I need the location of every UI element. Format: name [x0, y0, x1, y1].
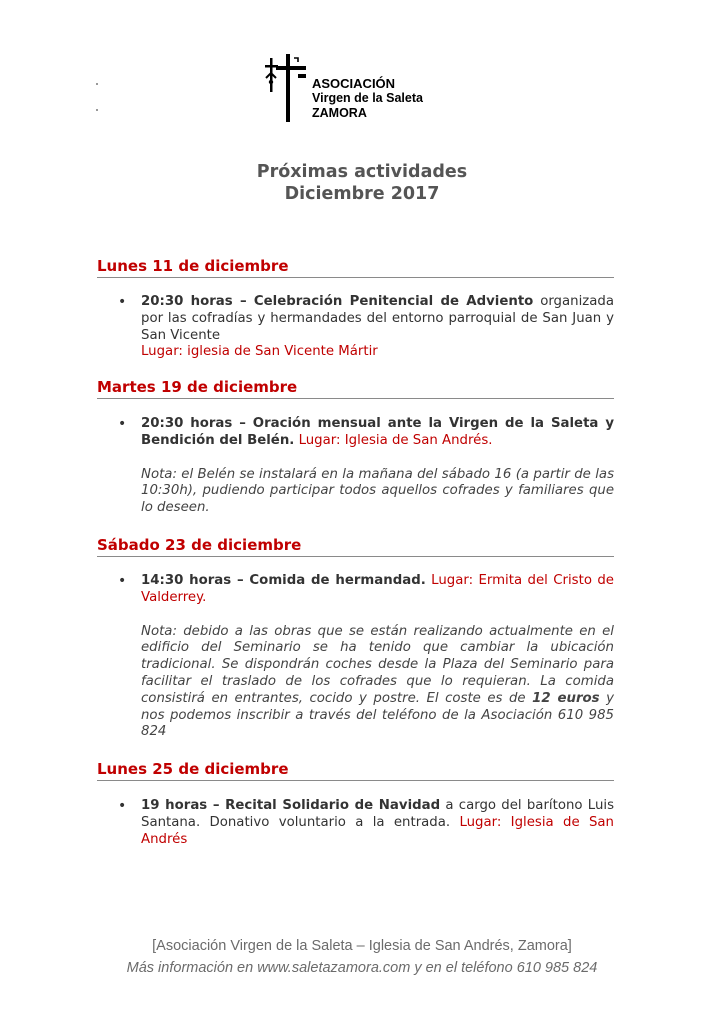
- event-heading: Lunes 25 de diciembre: [97, 760, 614, 781]
- event-location: Lugar: Iglesia de San Andrés: [141, 814, 614, 847]
- event-section: [97, 257, 614, 361]
- event-item: [141, 294, 614, 361]
- event-note: [141, 624, 614, 742]
- footer-contact: Más información en www.saletazamora.com y en el teléfono 610 985 824: [126, 960, 598, 976]
- event-section: [97, 760, 614, 848]
- event-heading: Sábado 23 de diciembre: [97, 536, 614, 557]
- event-title: 20:30 horas – Oración mensual ante la Virgen de la Saleta y Bendición del Belén.: [141, 416, 614, 448]
- event-heading: Martes 19 de diciembre: [97, 378, 614, 399]
- title-line-2: Diciembre 2017: [284, 184, 440, 204]
- event-description: organizada por las cofradías y hermandades del entorno parroquial de San Juan y San Vicente: [141, 294, 614, 343]
- title-line-1: Próximas actividades: [256, 162, 468, 182]
- page-mark: [96, 83, 98, 85]
- event-note: Nota: el Belén se instalará en la mañana del sábado 16 (a partir de las 10:30h), pudiendo participar todos aquellos cofrades y familiares que lo deseen.: [141, 466, 614, 516]
- event-section: [97, 378, 614, 517]
- logo-line-1: ASOCIACIÓN: [312, 76, 396, 91]
- footer-address: [Asociación Virgen de la Saleta – Iglesia de San Andrés, Zamora]: [152, 938, 572, 954]
- note-text: Nota: debido a las obras que se están realizando actualmente en el edificio del Seminario se ha tenido que cambiar la ubicación tradicional. Se dispondrán coches desde la Plaza del Seminario para facilitar el traslado de los cofrades que lo requieran. La comida consistirá en entrantes, cocido y postre. El coste es de: [141, 623, 614, 706]
- event-item: [141, 416, 614, 450]
- event-item: [141, 798, 614, 848]
- event-location: Lugar: Ermita del Cristo de Valderrey.: [141, 573, 614, 605]
- note-price: 12 euros: [532, 690, 600, 706]
- association-logo: [262, 52, 482, 124]
- logo-line-2: Virgen de la Saleta: [312, 91, 423, 105]
- event-title: 19 horas – Recital Solidario de Navidad: [141, 798, 441, 813]
- event-title: 14:30 horas – Comida de hermandad.: [141, 573, 426, 588]
- page-mark: [96, 109, 98, 111]
- event-heading: Lunes 11 de diciembre: [97, 257, 614, 278]
- event-location: Lugar: iglesia de San Vicente Mártir: [141, 344, 378, 360]
- page-title: [0, 161, 724, 205]
- event-title: 20:30 horas – Celebración Penitencial de Adviento: [141, 294, 534, 309]
- event-location: Lugar: Iglesia de San Andrés.: [298, 432, 493, 448]
- event-item: [141, 573, 614, 607]
- event-description: a cargo del barítono Luis Santana. Donativo voluntario a la entrada.: [141, 798, 615, 830]
- logo-line-3: ZAMORA: [312, 106, 367, 120]
- event-section: [97, 536, 614, 741]
- note-text: y nos podemos inscribir a través del teléfono de la Asociación 610 985 824: [141, 690, 614, 740]
